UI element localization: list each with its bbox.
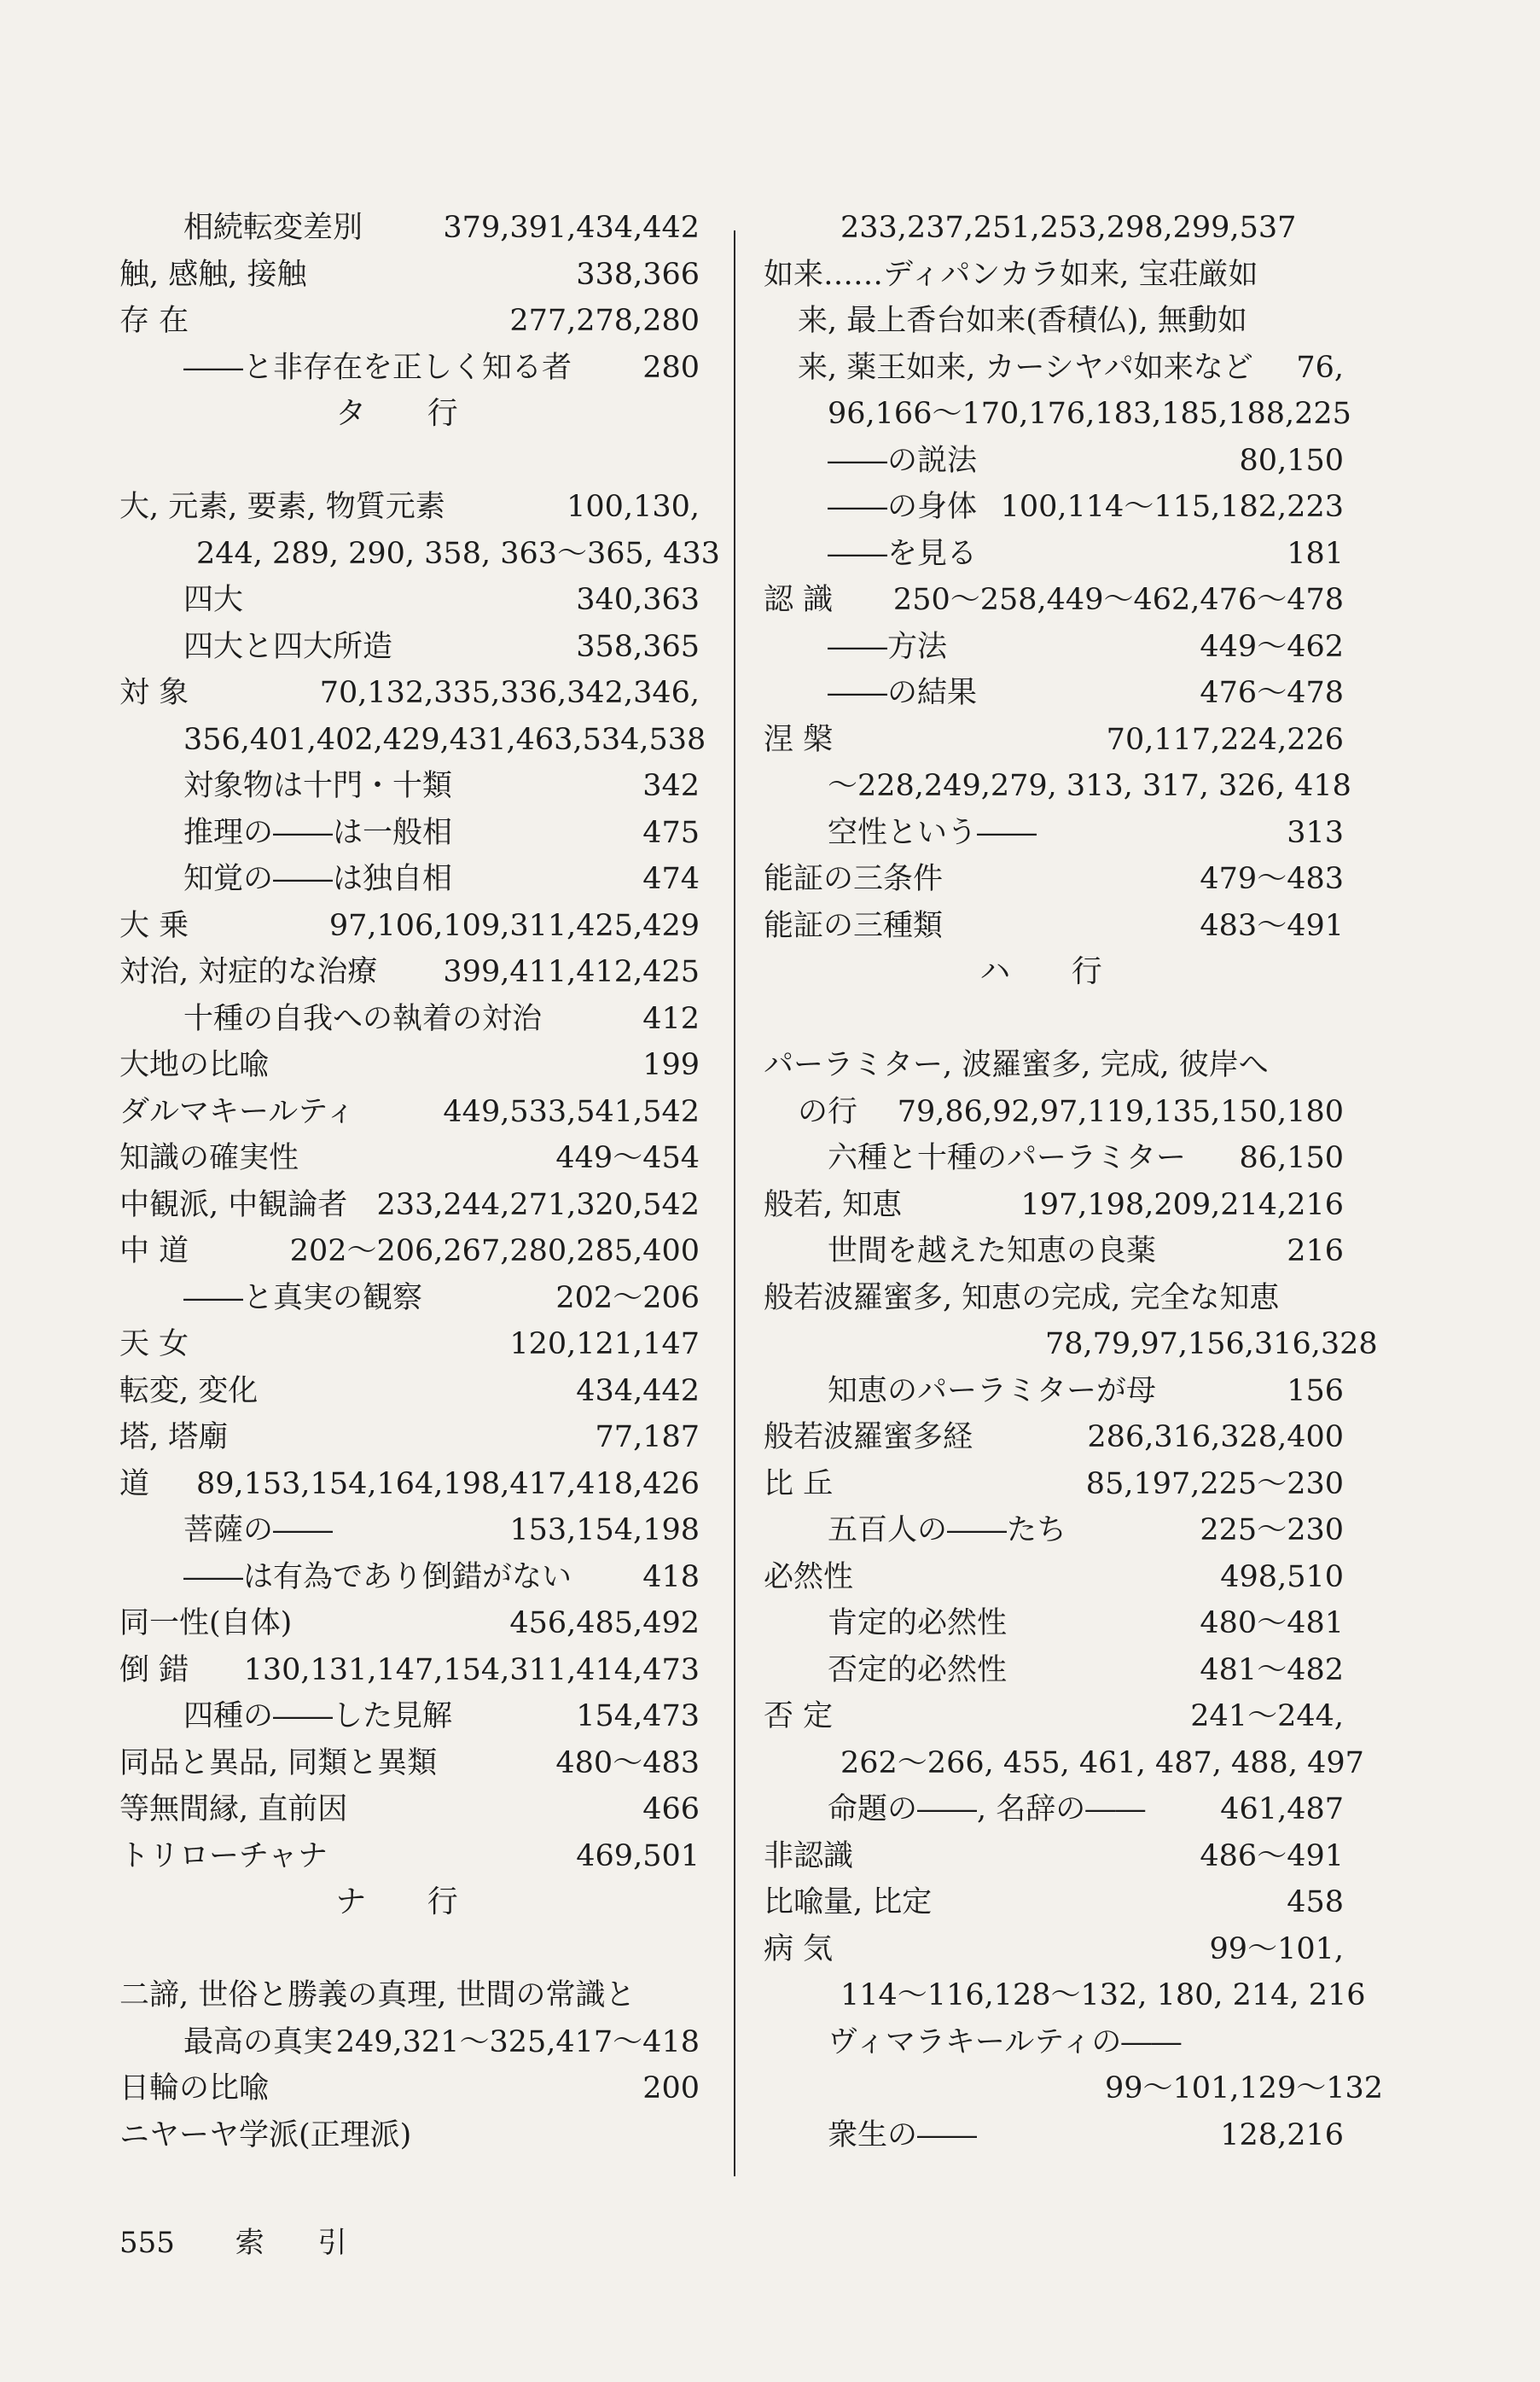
entry-pages: 70,117,224,226: [1106, 722, 1344, 757]
index-entry: [764, 2065, 1384, 2112]
entry-term: 比 丘: [764, 1466, 834, 1501]
index-entry: [764, 531, 1344, 578]
index-entry: [764, 577, 1344, 624]
entry-pages: 474: [642, 862, 700, 896]
entry-pages: 181: [1287, 536, 1344, 571]
entry-pages: 449～462: [1200, 629, 1344, 664]
entry-pages: 202～206: [555, 1280, 700, 1315]
index-entry: [119, 1786, 700, 1833]
column-divider: [734, 230, 735, 2176]
entry-pages: 456,485,492: [509, 1606, 700, 1640]
entry-term: 対 象: [119, 676, 189, 710]
entry-term: 般若波羅蜜多経: [764, 1420, 973, 1454]
index-entry: [119, 1042, 700, 1089]
entry-pages: 216: [1287, 1234, 1344, 1268]
entry-term: 大 乗: [119, 908, 189, 943]
entry-pages: 286,316,328,400: [1087, 1420, 1344, 1454]
index-entry: [764, 1461, 1344, 1508]
entry-pages: 154,473: [576, 1699, 700, 1733]
section-heading: タ 行: [335, 396, 484, 431]
entry-pages: 77,187: [595, 1420, 700, 1454]
spacer: [119, 1926, 700, 1973]
index-entry: [119, 1321, 700, 1368]
index-entry: [119, 1135, 700, 1182]
footer-label: 索 引: [235, 2226, 369, 2260]
entry-term: 認 識: [764, 583, 834, 617]
entry-pages: 458: [1287, 1885, 1344, 1919]
entry-pages: 80,150: [1239, 443, 1344, 478]
index-entry: [764, 2019, 1344, 2066]
entry-pages: 313: [1287, 815, 1344, 850]
entry-pages: 70,132,335,336,342,346,: [319, 676, 700, 710]
entry-term: 倒 錯: [119, 1652, 189, 1687]
entry-term: ～228,249,279, 313, 317, 326, 418: [828, 769, 1351, 803]
entry-term: 空性という――: [828, 815, 1037, 850]
index-entry: [764, 345, 1344, 392]
entry-pages: 466: [642, 1792, 700, 1826]
entry-term: 必然性: [764, 1559, 854, 1594]
index-entry: [119, 1414, 700, 1461]
index-entry: [764, 1740, 1364, 1787]
entry-pages: 225～230: [1200, 1513, 1344, 1547]
index-entry: [119, 1740, 700, 1787]
entry-term: 262～266, 455, 461, 487, 488, 497: [840, 1745, 1364, 1780]
entry-term: 等無間縁, 直前因: [119, 1792, 348, 1826]
entry-pages: 449～454: [555, 1141, 700, 1175]
index-entry: [119, 1833, 700, 1880]
entry-term: 四種の――した見解: [183, 1699, 453, 1733]
entry-term: 六種と十種のパーラミター: [828, 1141, 1187, 1175]
index-entry: [764, 1879, 1344, 1926]
entry-term: 233,237,251,253,298,299,537: [840, 211, 1297, 245]
index-entry: [119, 1647, 700, 1694]
entry-pages: 418: [642, 1559, 700, 1594]
entry-pages: 249,321～325,417～418: [335, 2024, 700, 2059]
entry-pages: 358,365: [576, 629, 700, 664]
entry-pages: 277,278,280: [509, 304, 700, 338]
index-entry: [764, 1833, 1344, 1880]
index-entry: [119, 1228, 700, 1275]
section-heading: ハ 行: [979, 954, 1128, 989]
entry-term: ――は有為であり倒錯がない: [183, 1559, 572, 1594]
index-entry: [764, 624, 1344, 671]
entry-pages: 434,442: [576, 1373, 700, 1408]
index-column-right: [764, 205, 1384, 2158]
index-entry: [764, 1786, 1344, 1833]
entry-term: ――を見る: [828, 536, 978, 571]
index-entry: [119, 856, 700, 903]
entry-term: 菩薩の――: [183, 1513, 334, 1547]
entry-term: 触, 感触, 接触: [119, 257, 307, 292]
entry-pages: 476～478: [1200, 676, 1344, 710]
entry-term: 十種の自我への執着の対治: [183, 1001, 543, 1036]
entry-term: ――と非存在を正しく知る者: [183, 350, 572, 385]
entry-term: 99～101,129～132: [1105, 2071, 1384, 2105]
entry-pages: 340,363: [576, 583, 700, 617]
index-entry: [764, 298, 1344, 345]
index-entry: [764, 1414, 1344, 1461]
index-entry: [119, 1554, 700, 1601]
entry-pages: 89,153,154,164,198,417,418,426: [195, 1466, 700, 1501]
entry-pages: 399,411,412,425: [443, 955, 700, 989]
entry-term: 道: [119, 1466, 150, 1501]
page-number: 555: [119, 2226, 175, 2260]
index-entry: [119, 624, 700, 671]
index-entry: [764, 252, 1344, 299]
entry-term: 非認識: [764, 1838, 854, 1873]
index-entry: [119, 252, 700, 299]
entry-term: 般若, 知恵: [764, 1187, 903, 1222]
index-entry: [119, 763, 700, 810]
entry-pages: 153,154,198: [509, 1513, 700, 1547]
entry-pages: 280: [642, 350, 700, 385]
entry-term: 能証の三種類: [764, 908, 944, 943]
entry-term: 中 道: [119, 1234, 189, 1268]
entry-term: 96,166～170,176,183,185,188,225: [828, 397, 1351, 431]
entry-pages: 338,366: [576, 257, 700, 292]
index-entry: [119, 298, 700, 345]
entry-term: 塔, 塔廟: [119, 1420, 229, 1454]
entry-pages: 200: [642, 2071, 700, 2105]
entry-term: 能証の三条件: [764, 862, 944, 896]
entry-term: 知覚の――は独自相: [183, 862, 453, 896]
entry-pages: 233,244,271,320,542: [376, 1187, 700, 1222]
index-entry: [119, 1368, 700, 1415]
entry-term: 知識の確実性: [119, 1141, 299, 1175]
index-entry: [119, 1507, 700, 1554]
section-heading: ナ 行: [335, 1884, 484, 1919]
entry-pages: 379,391,434,442: [443, 211, 700, 245]
entry-pages: 250～258,449～462,476～478: [892, 583, 1344, 617]
entry-pages: 342: [642, 769, 700, 803]
index-entry: [119, 1461, 700, 1508]
index-entry: [119, 577, 700, 624]
entry-term: 四大と四大所造: [183, 629, 393, 664]
index-entry: [764, 438, 1344, 485]
entry-pages: 241～244,: [1190, 1699, 1344, 1733]
entry-term: 大, 元素, 要素, 物質元素: [119, 490, 445, 524]
entry-term: 天 女: [119, 1327, 189, 1361]
entry-term: 244, 289, 290, 358, 363～365, 433: [196, 536, 720, 571]
entry-term: 四大: [183, 583, 244, 617]
entry-term: 般若波羅蜜多, 知恵の完成, 完全な知恵: [764, 1280, 1280, 1315]
entry-term: 転変, 変化: [119, 1373, 259, 1408]
entry-term: 病 気: [764, 1931, 834, 1966]
index-entry: [764, 1042, 1344, 1089]
index-entry: [119, 1972, 700, 2019]
entry-pages: 100,130,: [567, 490, 700, 524]
entry-pages: 202～206,267,280,285,400: [289, 1234, 700, 1268]
entry-term: ニヤーヤ学派(正理派): [119, 2117, 412, 2152]
entry-term: 78,79,97,156,316,328: [1045, 1327, 1378, 1361]
index-entry: [119, 670, 700, 717]
index-entry: [764, 1926, 1344, 1973]
entry-term: 最高の真実: [183, 2024, 334, 2059]
entry-pages: 461,487: [1220, 1792, 1344, 1826]
entry-term: 来, 薬王如来, カーシヤパ如来など: [798, 350, 1253, 385]
index-entry: [764, 1368, 1344, 1415]
entry-pages: 475: [642, 815, 700, 850]
index-entry: [764, 484, 1344, 531]
index-entry: [764, 391, 1351, 438]
entry-term: 日輪の比喩: [119, 2071, 270, 2105]
entry-term: 同品と異品, 同類と異類: [119, 1745, 438, 1780]
index-entry: [764, 1554, 1344, 1601]
index-entry: [119, 2019, 700, 2066]
entry-pages: 199: [642, 1048, 700, 1082]
index-entry: [764, 856, 1344, 903]
index-entry: [764, 903, 1344, 950]
entry-term: の行: [798, 1094, 858, 1129]
index-entry: [119, 484, 700, 531]
entry-pages: 486～491: [1200, 1838, 1344, 1873]
index-entry: [119, 2112, 700, 2159]
entry-pages: 480～481: [1200, 1606, 1344, 1640]
entry-pages: 480～483: [555, 1745, 700, 1780]
entry-term: ――の身体: [828, 490, 978, 524]
index-entry: [119, 205, 700, 252]
index-entry: [119, 996, 700, 1043]
index-entry: [764, 2112, 1344, 2159]
entry-term: 衆生の――: [828, 2117, 978, 2152]
entry-pages: 120,121,147: [509, 1327, 700, 1361]
entry-term: 存 在: [119, 304, 189, 338]
entry-term: パーラミター, 波羅蜜多, 完成, 彼岸へ: [764, 1048, 1269, 1082]
entry-term: 知恵のパーラミターが母: [828, 1373, 1157, 1408]
entry-pages: 79,86,92,97,119,135,150,180: [897, 1094, 1344, 1129]
index-entry: [764, 1089, 1344, 1136]
entry-term: 二諦, 世俗と勝義の真理, 世間の常識と: [119, 1978, 636, 2012]
entry-term: ――の説法: [828, 443, 978, 478]
entry-term: 涅 槃: [764, 722, 834, 757]
index-entry: [764, 1693, 1344, 1740]
page-footer: [119, 2219, 369, 2261]
index-entry: [764, 1135, 1344, 1182]
entry-term: 否 定: [764, 1699, 834, 1733]
entry-pages: 481～482: [1200, 1652, 1344, 1687]
entry-term: トリローチャナ: [119, 1838, 328, 1873]
index-entry: [764, 1507, 1344, 1554]
entry-term: 五百人の――たち: [828, 1513, 1067, 1547]
entry-term: ――の結果: [828, 676, 978, 710]
entry-term: 来, 最上香台如来(香積仏), 無動如: [798, 304, 1247, 338]
index-entry: [119, 810, 700, 857]
entry-term: 356,401,402,429,431,463,534,538: [183, 722, 706, 757]
index-entry: [119, 345, 700, 392]
entry-term: 肯定的必然性: [828, 1606, 1008, 1640]
entry-term: 114～116,128～132, 180, 214, 216: [840, 1978, 1366, 2012]
index-entry: [764, 1182, 1344, 1229]
entry-pages: 128,216: [1220, 2117, 1344, 2152]
index-entry: [764, 763, 1351, 810]
index-entry: [764, 1600, 1344, 1647]
entry-pages: 156: [1287, 1373, 1344, 1408]
entry-term: ――方法: [828, 629, 948, 664]
index-entry: [119, 1275, 700, 1322]
entry-pages: 449,533,541,542: [443, 1094, 700, 1129]
index-entry: [119, 2065, 700, 2112]
spacer: [764, 996, 1344, 1043]
index-entry: [764, 1321, 1378, 1368]
index-entry: [764, 1275, 1344, 1322]
entry-term: 同一性(自体): [119, 1606, 293, 1640]
entry-pages: 100,114～115,182,223: [1000, 490, 1344, 524]
entry-pages: 469,501: [576, 1838, 700, 1873]
index-column-left: [119, 205, 720, 2158]
entry-pages: 498,510: [1220, 1559, 1344, 1594]
entry-term: ダルマキールティ: [119, 1094, 356, 1129]
entry-pages: 76,: [1296, 350, 1344, 385]
entry-pages: 86,150: [1239, 1141, 1344, 1175]
entry-term: ヴィマラキールティの――: [828, 2024, 1182, 2059]
entry-term: 推理の――は一般相: [183, 815, 453, 850]
entry-pages: 99～101,: [1209, 1931, 1344, 1966]
entry-term: 否定的必然性: [828, 1652, 1008, 1687]
entry-term: 中観派, 中観論者: [119, 1187, 348, 1222]
entry-term: 対治, 対症的な治療: [119, 955, 378, 989]
entry-pages: 412: [642, 1001, 700, 1036]
index-entry: [764, 717, 1344, 764]
entry-term: 世間を越えた知恵の良薬: [828, 1234, 1157, 1268]
entry-term: ――と真実の観察: [183, 1280, 423, 1315]
entry-pages: 483～491: [1200, 908, 1344, 943]
index-entry: [764, 1647, 1344, 1694]
index-entry: [119, 949, 700, 996]
index-entry: [764, 1972, 1366, 2019]
index-entry: [119, 1693, 700, 1740]
index-entry: [764, 670, 1344, 717]
entry-term: 対象物は十門・十類: [183, 769, 453, 803]
entry-term: 相続転変差別: [183, 211, 363, 245]
entry-pages: 197,198,209,214,216: [1020, 1187, 1344, 1222]
index-entry: [119, 1182, 700, 1229]
entry-term: 比喩量, 比定: [764, 1885, 933, 1919]
entry-pages: 130,131,147,154,311,414,473: [243, 1652, 700, 1687]
index-entry: [119, 1600, 700, 1647]
entry-pages: 479～483: [1200, 862, 1344, 896]
index-entry: [119, 531, 720, 578]
index-entry: [119, 1089, 700, 1136]
entry-term: 如来……ディパンカラ如来, 宝荘厳如: [764, 257, 1258, 292]
entry-pages: 97,106,109,311,425,429: [328, 908, 700, 943]
entry-term: 命題の――, 名辞の――: [828, 1792, 1146, 1826]
index-entry: [764, 1228, 1344, 1275]
index-entry: [119, 903, 700, 950]
index-entry: [764, 810, 1344, 857]
spacer: [119, 438, 700, 485]
index-entry: [119, 717, 706, 764]
index-entry: [764, 205, 1344, 252]
entry-term: 大地の比喩: [119, 1048, 270, 1082]
entry-pages: 85,197,225～230: [1085, 1466, 1344, 1501]
